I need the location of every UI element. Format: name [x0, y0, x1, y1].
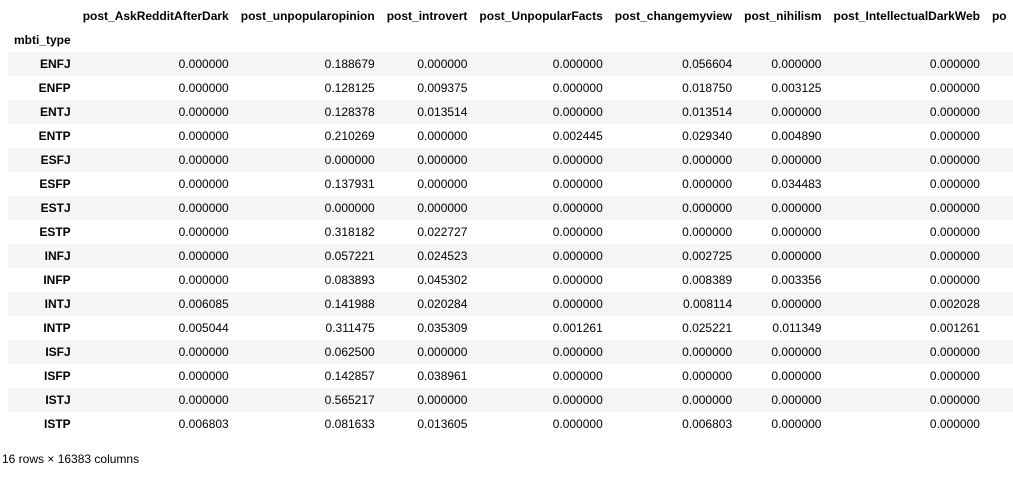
- table-cell: 0.038961: [417, 369, 468, 383]
- table-cell: 0.000000: [682, 369, 733, 383]
- table-cell: 0.000000: [929, 105, 980, 119]
- table-cell: 0.035309: [417, 321, 468, 335]
- table-cell: 0.000000: [324, 201, 375, 215]
- table-cell: 0.000000: [178, 249, 229, 263]
- table-cell: 0.000000: [771, 201, 822, 215]
- table-body: [8, 52, 1013, 436]
- table-cell: 0.000000: [929, 153, 980, 167]
- table-cell: 0.034483: [771, 177, 822, 191]
- table-cell-truncated: [986, 316, 1013, 340]
- table-header: [8, 4, 1013, 52]
- table-cell: 0.000000: [178, 105, 229, 119]
- table-cell: 0.025221: [682, 321, 733, 335]
- table-cell: 0.000000: [929, 81, 980, 95]
- column-header: post_AskRedditAfterDark: [82, 9, 229, 23]
- table-cell: 0.083893: [324, 273, 375, 287]
- index-name-row: [8, 28, 1013, 52]
- table-cell: 0.000000: [771, 369, 822, 383]
- table-row: [8, 388, 1013, 412]
- table-cell: 0.000000: [682, 393, 733, 407]
- row-index-label: ENFJ: [40, 57, 71, 71]
- table-cell: 0.000000: [929, 225, 980, 239]
- table-cell-truncated: [986, 100, 1013, 124]
- table-row: [8, 292, 1013, 316]
- table-cell: 0.311475: [325, 321, 375, 335]
- row-index-label: INFJ: [44, 249, 71, 263]
- table-cell-truncated: [986, 220, 1013, 244]
- table-row: [8, 268, 1013, 292]
- table-cell: 0.000000: [929, 201, 980, 215]
- table-row: [8, 148, 1013, 172]
- table-cell: 0.000000: [552, 417, 603, 431]
- index-name: mbti_type: [14, 33, 71, 47]
- table-cell: 0.000000: [929, 57, 980, 71]
- table-cell: 0.000000: [178, 225, 229, 239]
- table-cell: 0.000000: [417, 57, 468, 71]
- column-header: post_unpopularopinion: [240, 9, 375, 23]
- table-cell: 0.000000: [552, 81, 603, 95]
- table-cell: 0.000000: [178, 153, 229, 167]
- row-index-label: INTP: [43, 321, 71, 335]
- row-index-label: ESTP: [39, 225, 71, 239]
- table-cell: 0.000000: [929, 129, 980, 143]
- table-cell: 0.000000: [178, 177, 229, 191]
- table-cell: 0.000000: [178, 57, 229, 71]
- table-cell: 0.057221: [324, 249, 375, 263]
- table-cell: 0.000000: [929, 273, 980, 287]
- table-cell: 0.142857: [324, 369, 375, 383]
- table-cell: 0.008389: [682, 273, 733, 287]
- row-index-label: ESTJ: [40, 201, 71, 215]
- table-cell: 0.000000: [417, 153, 468, 167]
- table-cell: 0.000000: [178, 201, 229, 215]
- table-row: [8, 364, 1013, 388]
- row-index-label: ISFP: [44, 369, 71, 383]
- table-cell: 0.000000: [178, 81, 229, 95]
- table-cell: 0.081633: [324, 417, 375, 431]
- table-cell: 0.000000: [552, 273, 603, 287]
- table-cell: 0.056604: [682, 57, 733, 71]
- row-index-label: ENTJ: [40, 105, 71, 119]
- table-cell: 0.000000: [178, 129, 229, 143]
- table-cell: 0.000000: [552, 177, 603, 191]
- column-header: post_UnpopularFacts: [479, 9, 603, 23]
- row-index-label: ENTP: [38, 129, 71, 143]
- table-cell: 0.000000: [682, 201, 733, 215]
- table-cell: 0.006803: [682, 417, 733, 431]
- table-cell: 0.000000: [417, 129, 468, 143]
- table-cell: 0.000000: [771, 345, 822, 359]
- table-cell: 0.062500: [324, 345, 375, 359]
- table-row: [8, 340, 1013, 364]
- table-cell-truncated: [986, 268, 1013, 292]
- table-cell: 0.000000: [552, 201, 603, 215]
- table-cell-truncated: [986, 172, 1013, 196]
- column-header-truncated: po: [991, 9, 1007, 23]
- table-row: [8, 100, 1013, 124]
- table-cell: 0.000000: [929, 417, 980, 431]
- index-corner: [8, 4, 77, 28]
- table-cell: 0.001261: [929, 321, 980, 335]
- table-cell-truncated: [986, 292, 1013, 316]
- column-header-row: [8, 4, 1013, 28]
- table-cell: 0.000000: [552, 249, 603, 263]
- table-cell: 0.137931: [324, 177, 375, 191]
- table-cell: 0.000000: [552, 105, 603, 119]
- table-cell-truncated: [986, 412, 1013, 436]
- row-index-label: ESFP: [39, 177, 71, 191]
- table-cell: 0.006085: [178, 297, 229, 311]
- column-header: post_introvert: [386, 9, 468, 23]
- table-cell: 0.003125: [771, 81, 822, 95]
- table-cell: 0.000000: [417, 201, 468, 215]
- table-cell: 0.141988: [324, 297, 375, 311]
- table-row: [8, 76, 1013, 100]
- table-row: [8, 172, 1013, 196]
- table-cell: 0.000000: [552, 297, 603, 311]
- table-cell: 0.005044: [178, 321, 229, 335]
- row-index-label: ISTP: [44, 417, 71, 431]
- table-cell: 0.008114: [682, 297, 733, 311]
- table-cell: 0.000000: [929, 369, 980, 383]
- row-index-label: ESFJ: [40, 153, 71, 167]
- table-cell: 0.000000: [178, 393, 229, 407]
- table-cell: 0.000000: [682, 345, 733, 359]
- table-cell-truncated: [986, 148, 1013, 172]
- table-cell: 0.000000: [929, 345, 980, 359]
- table-cell: 0.000000: [552, 345, 603, 359]
- table-row: [8, 412, 1013, 436]
- table-cell: 0.000000: [929, 393, 980, 407]
- table-cell: 0.002725: [682, 249, 733, 263]
- table-cell: 0.045302: [417, 273, 468, 287]
- table-cell: 0.000000: [552, 393, 603, 407]
- table-row: [8, 196, 1013, 220]
- table-cell: 0.000000: [771, 225, 822, 239]
- table-cell: 0.000000: [552, 57, 603, 71]
- table-cell-truncated: [986, 388, 1013, 412]
- table-cell: 0.000000: [324, 153, 375, 167]
- row-index-label: ENFP: [38, 81, 71, 95]
- table-cell: 0.000000: [929, 177, 980, 191]
- table-cell: 0.000000: [178, 369, 229, 383]
- table-cell: 0.001261: [552, 321, 603, 335]
- table-cell: 0.020284: [417, 297, 468, 311]
- table-cell: 0.000000: [417, 177, 468, 191]
- column-header: post_nihilism: [744, 9, 822, 23]
- row-index-label: INFP: [43, 273, 71, 287]
- column-header: post_changemyview: [614, 9, 733, 23]
- column-header: post_IntellectualDarkWeb: [833, 9, 980, 23]
- table-cell: 0.024523: [417, 249, 468, 263]
- table-cell: 0.000000: [771, 57, 822, 71]
- table-cell: 0.565217: [324, 393, 375, 407]
- table-cell-truncated: [986, 364, 1013, 388]
- table-cell: 0.000000: [178, 345, 229, 359]
- table-cell: 0.000000: [417, 393, 468, 407]
- table-cell: 0.013514: [417, 105, 468, 119]
- table-cell: 0.318182: [324, 225, 375, 239]
- table-row: [8, 220, 1013, 244]
- table-cell-truncated: [986, 76, 1013, 100]
- table-row: [8, 52, 1013, 76]
- row-index-label: ISTJ: [45, 393, 71, 407]
- table-cell: 0.000000: [552, 369, 603, 383]
- table-cell: 0.011349: [772, 321, 822, 335]
- table-cell: 0.000000: [682, 153, 733, 167]
- table-cell: 0.000000: [929, 249, 980, 263]
- table-cell: 0.004890: [771, 129, 822, 143]
- table-cell: 0.029340: [682, 129, 733, 143]
- table-cell: 0.000000: [682, 177, 733, 191]
- table-cell: 0.000000: [771, 153, 822, 167]
- table-cell: 0.000000: [771, 393, 822, 407]
- table-cell: 0.000000: [682, 225, 733, 239]
- table-cell: 0.210269: [324, 129, 375, 143]
- table-cell: 0.000000: [552, 153, 603, 167]
- dataframe-table: [8, 4, 1013, 436]
- table-cell: 0.018750: [682, 81, 733, 95]
- row-index-label: INTJ: [44, 297, 71, 311]
- table-cell: 0.000000: [771, 297, 822, 311]
- table-row: [8, 316, 1013, 340]
- table-row: [8, 124, 1013, 148]
- table-shape-footer: 16 rows × 16383 columns: [2, 452, 140, 466]
- table-cell: 0.000000: [771, 249, 822, 263]
- table-cell: 0.009375: [417, 81, 468, 95]
- table-cell: 0.003356: [771, 273, 822, 287]
- table-cell: 0.000000: [552, 225, 603, 239]
- table-cell: 0.002445: [552, 129, 603, 143]
- table-cell: 0.000000: [771, 417, 822, 431]
- table-cell: 0.128378: [324, 105, 375, 119]
- table-cell: 0.000000: [417, 345, 468, 359]
- table-cell-truncated: [986, 196, 1013, 220]
- table-cell: 0.188679: [324, 57, 375, 71]
- table-cell: 0.013514: [682, 105, 733, 119]
- table-row: [8, 244, 1013, 268]
- table-cell: 0.000000: [178, 273, 229, 287]
- table-cell: 0.002028: [929, 297, 980, 311]
- table-cell: 0.013605: [417, 417, 468, 431]
- table-cell: 0.022727: [417, 225, 468, 239]
- row-index-label: ISFJ: [45, 345, 71, 359]
- table-cell-truncated: [986, 340, 1013, 364]
- table-cell-truncated: [986, 244, 1013, 268]
- table-cell: 0.128125: [324, 81, 375, 95]
- table-cell-truncated: [986, 52, 1013, 76]
- table-cell: 0.000000: [771, 105, 822, 119]
- table-cell-truncated: [986, 124, 1013, 148]
- dataframe-output: [0, 4, 1007, 491]
- table-cell: 0.006803: [178, 417, 229, 431]
